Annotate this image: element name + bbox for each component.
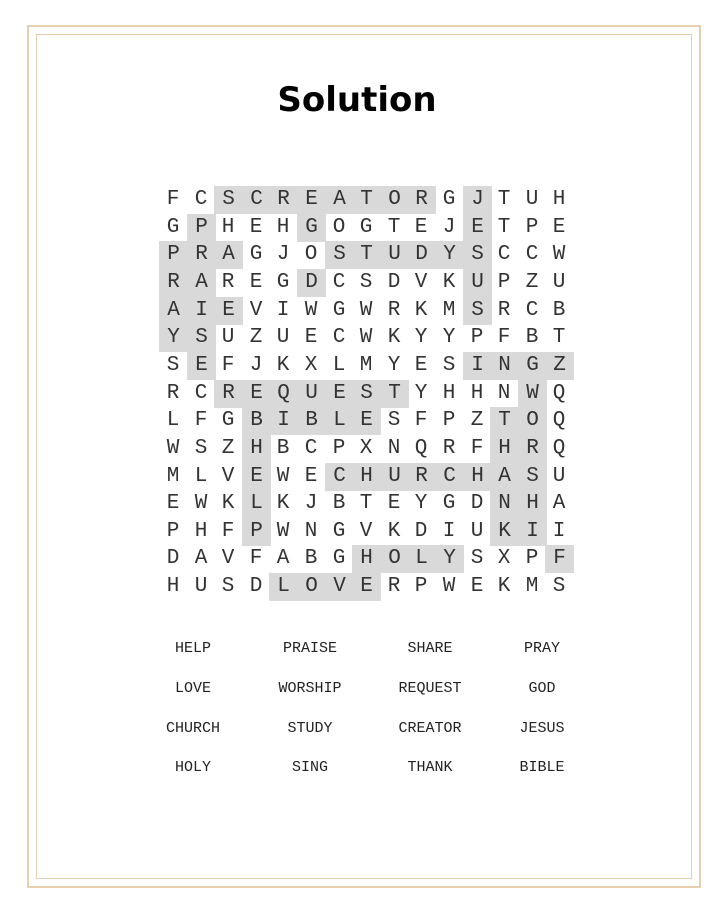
grid-cell: C xyxy=(194,188,208,211)
grid-cell: I xyxy=(463,352,492,380)
grid-cell: P xyxy=(187,214,216,242)
page-title: Solution xyxy=(277,80,437,120)
grid-cell: A xyxy=(214,241,243,269)
grid-cell: Y xyxy=(414,382,428,405)
grid-cell: M xyxy=(442,299,456,322)
grid-cell: S xyxy=(442,354,456,377)
grid-cell: Z xyxy=(525,271,539,294)
grid-cell: X xyxy=(497,547,511,570)
grid-cell: L xyxy=(166,409,180,432)
grid-cell: T xyxy=(497,216,511,239)
grid-cell: E xyxy=(242,463,271,491)
grid-cell: I xyxy=(442,520,456,543)
grid-cell: P xyxy=(442,409,456,432)
grid-cell: J xyxy=(463,186,492,214)
grid-cell: R xyxy=(221,271,235,294)
grid-cell: U xyxy=(470,520,484,543)
grid-cell: V xyxy=(249,299,263,322)
grid-cell: R xyxy=(187,241,216,269)
grid-cell: P xyxy=(166,520,180,543)
grid-cell: K xyxy=(387,326,401,349)
word-list-item: BIBLE xyxy=(519,759,565,776)
grid-cell: P xyxy=(159,241,188,269)
grid-cell: K xyxy=(490,518,519,546)
grid-cell: F xyxy=(545,545,574,573)
grid-cell: R xyxy=(407,186,436,214)
grid-cell: I xyxy=(552,520,566,543)
grid-cell: U xyxy=(297,380,326,408)
grid-cell: C xyxy=(332,326,346,349)
grid-cell: K xyxy=(414,299,428,322)
grid-cell: S xyxy=(387,409,401,432)
grid-cell: P xyxy=(525,216,539,239)
grid-cell: U xyxy=(380,463,409,491)
word-list-item: LOVE xyxy=(174,680,211,697)
grid-cell: S xyxy=(518,463,547,491)
word-list-item: HELP xyxy=(174,640,211,657)
word-list-item: PRAISE xyxy=(282,640,337,657)
grid-cell: T xyxy=(352,186,381,214)
grid-cell: I xyxy=(269,407,298,435)
grid-cell: A xyxy=(325,186,354,214)
grid-cell: C xyxy=(242,186,271,214)
word-list-item: HOLY xyxy=(174,759,211,776)
grid-cell: H xyxy=(352,545,381,573)
grid-cell: V xyxy=(221,547,235,570)
grid-cell: R xyxy=(387,299,401,322)
grid-cell: Y xyxy=(414,492,428,515)
grid-cell: K xyxy=(276,492,290,515)
grid-cell: G xyxy=(297,214,326,242)
grid-cell: C xyxy=(304,437,318,460)
grid-cell: R xyxy=(497,299,511,322)
grid-cell: E xyxy=(414,216,428,239)
grid-cell: O xyxy=(380,545,409,573)
grid-cell: A xyxy=(552,492,566,515)
grid-cell: V xyxy=(414,271,428,294)
word-list-item: GOD xyxy=(528,680,556,697)
grid-cell: R xyxy=(387,575,401,598)
grid-cell: W xyxy=(552,243,566,266)
grid-cell: V xyxy=(325,573,354,601)
grid-cell: B xyxy=(297,407,326,435)
grid-cell: N xyxy=(497,382,511,405)
grid-cell: C xyxy=(194,382,208,405)
grid-cell: G xyxy=(221,409,235,432)
grid-cell: R xyxy=(518,435,547,463)
grid-cell: S xyxy=(552,575,566,598)
grid-cell: F xyxy=(249,547,263,570)
grid-cell: W xyxy=(194,492,208,515)
grid-cell: A xyxy=(276,547,290,570)
grid-cell: H xyxy=(518,490,547,518)
grid-cell: L xyxy=(242,490,271,518)
word-list-item: WORSHIP xyxy=(278,680,342,697)
grid-cell: E xyxy=(187,352,216,380)
grid-cell: T xyxy=(387,216,401,239)
grid-cell: P xyxy=(470,326,484,349)
grid-cell: D xyxy=(407,241,436,269)
grid-cell: N xyxy=(490,352,519,380)
grid-cell: Q xyxy=(269,380,298,408)
grid-cell: T xyxy=(380,380,409,408)
grid-cell: H xyxy=(276,216,290,239)
grid-cell: L xyxy=(332,354,346,377)
grid-cell: S xyxy=(221,575,235,598)
grid-cell: B xyxy=(552,299,566,322)
grid-cell: K xyxy=(497,575,511,598)
grid-cell: S xyxy=(214,186,243,214)
grid-cell: B xyxy=(332,492,346,515)
grid-cell: G xyxy=(359,216,373,239)
grid-cell: Z xyxy=(545,352,574,380)
grid-cell: H xyxy=(463,463,492,491)
grid-cell: E xyxy=(352,407,381,435)
grid-cell: O xyxy=(518,407,547,435)
word-list-item: REQUEST xyxy=(398,680,462,697)
word-search-grid xyxy=(159,186,573,601)
grid-cell: K xyxy=(221,492,235,515)
grid-cell: U xyxy=(194,575,208,598)
grid-cell: S xyxy=(187,324,216,352)
grid-cell: C xyxy=(525,243,539,266)
grid-cell: H xyxy=(194,520,208,543)
grid-cell: C xyxy=(497,243,511,266)
grid-cell: W xyxy=(276,520,290,543)
word-list-item: PRAY xyxy=(523,640,560,657)
grid-cell: T xyxy=(352,241,381,269)
grid-cell: Q xyxy=(552,382,566,405)
grid-cell: E xyxy=(249,271,263,294)
grid-cell: V xyxy=(221,465,235,488)
grid-cell: W xyxy=(304,299,318,322)
grid-cell: Y xyxy=(442,326,456,349)
grid-cell: B xyxy=(525,326,539,349)
grid-cell: H xyxy=(166,575,180,598)
grid-cell: I xyxy=(276,299,290,322)
grid-cell: C xyxy=(525,299,539,322)
grid-cell: I xyxy=(187,297,216,325)
grid-cell: G xyxy=(276,271,290,294)
word-list-item: SHARE xyxy=(407,640,453,657)
word-list-item: JESUS xyxy=(519,720,565,737)
grid-cell: J xyxy=(304,492,318,515)
grid-cell: A xyxy=(159,297,188,325)
grid-cell: G xyxy=(442,492,456,515)
grid-cell: C xyxy=(332,271,346,294)
grid-cell: F xyxy=(497,326,511,349)
grid-cell: Z xyxy=(470,409,484,432)
grid-cell: D xyxy=(387,271,401,294)
grid-cell: D xyxy=(470,492,484,515)
grid-cell: M xyxy=(359,354,373,377)
grid-cell: U xyxy=(221,326,235,349)
grid-cell: D xyxy=(414,520,428,543)
grid-cell: K xyxy=(387,520,401,543)
grid-cell: O xyxy=(380,186,409,214)
grid-cell: J xyxy=(276,243,290,266)
grid-cell: Q xyxy=(414,437,428,460)
grid-cell: D xyxy=(166,547,180,570)
grid-cell: V xyxy=(359,520,373,543)
grid-cell: T xyxy=(359,492,373,515)
grid-cell: E xyxy=(214,297,243,325)
grid-cell: E xyxy=(352,573,381,601)
grid-cell: W xyxy=(442,575,456,598)
grid-cell: S xyxy=(166,354,180,377)
grid-cell: K xyxy=(276,354,290,377)
grid-cell: D xyxy=(297,269,326,297)
grid-cell: U xyxy=(552,465,566,488)
grid-cell: F xyxy=(221,520,235,543)
grid-cell: G xyxy=(332,520,346,543)
grid-cell: H xyxy=(221,216,235,239)
grid-cell: R xyxy=(166,382,180,405)
grid-cell: R xyxy=(159,269,188,297)
grid-cell: H xyxy=(352,463,381,491)
grid-cell: E xyxy=(166,492,180,515)
grid-cell: B xyxy=(276,437,290,460)
grid-cell: E xyxy=(552,216,566,239)
grid-cell: E xyxy=(414,354,428,377)
grid-cell: C xyxy=(325,463,354,491)
grid-cell: W xyxy=(276,465,290,488)
grid-cell: C xyxy=(435,463,464,491)
grid-cell: H xyxy=(552,188,566,211)
grid-cell: S xyxy=(359,271,373,294)
grid-cell: Q xyxy=(552,409,566,432)
grid-cell: G xyxy=(332,299,346,322)
grid-cell: D xyxy=(249,575,263,598)
grid-cell: E xyxy=(249,216,263,239)
word-list-item: SING xyxy=(291,759,328,776)
grid-cell: A xyxy=(187,269,216,297)
grid-cell: H xyxy=(490,435,519,463)
grid-cell: L xyxy=(194,465,208,488)
grid-cell: T xyxy=(552,326,566,349)
grid-cell: E xyxy=(325,380,354,408)
grid-cell: U xyxy=(525,188,539,211)
grid-cell: J xyxy=(442,216,456,239)
grid-cell: X xyxy=(359,437,373,460)
grid-cell: Y xyxy=(435,241,464,269)
grid-cell: U xyxy=(463,269,492,297)
grid-cell: S xyxy=(463,297,492,325)
grid-cell: P xyxy=(414,575,428,598)
grid-cell: P xyxy=(525,547,539,570)
grid-cell: R xyxy=(214,380,243,408)
grid-cell: H xyxy=(470,382,484,405)
grid-cell: Y xyxy=(414,326,428,349)
grid-cell: Y xyxy=(159,324,188,352)
grid-cell: G xyxy=(249,243,263,266)
grid-cell: H xyxy=(442,382,456,405)
grid-cell: N xyxy=(387,437,401,460)
word-list-item: THANK xyxy=(407,759,453,776)
grid-cell: Z xyxy=(249,326,263,349)
grid-cell: S xyxy=(352,380,381,408)
grid-cell: L xyxy=(325,407,354,435)
grid-cell: W xyxy=(518,380,547,408)
grid-cell: H xyxy=(242,435,271,463)
grid-cell: Y xyxy=(435,545,464,573)
grid-cell: P xyxy=(242,518,271,546)
grid-cell: I xyxy=(518,518,547,546)
grid-cell: G xyxy=(332,547,346,570)
grid-cell: J xyxy=(249,354,263,377)
grid-cell: S xyxy=(470,547,484,570)
grid-cell: R xyxy=(442,437,456,460)
word-list-item: CHURCH xyxy=(165,720,220,737)
grid-cell: B xyxy=(242,407,271,435)
grid-cell: O xyxy=(304,243,318,266)
grid-cell: N xyxy=(304,520,318,543)
grid-cell: A xyxy=(194,547,208,570)
grid-cell: X xyxy=(304,354,318,377)
grid-cell: L xyxy=(407,545,436,573)
grid-cell: F xyxy=(414,409,428,432)
grid-cell: G xyxy=(166,216,180,239)
grid-cell: T xyxy=(497,188,511,211)
grid-cell: E xyxy=(304,465,318,488)
grid-cell: L xyxy=(269,573,298,601)
grid-cell: R xyxy=(407,463,436,491)
grid-cell: G xyxy=(442,188,456,211)
grid-cell: O xyxy=(297,573,326,601)
grid-cell: U xyxy=(380,241,409,269)
grid-cell: E xyxy=(470,575,484,598)
grid-cell: M xyxy=(525,575,539,598)
grid-cell: E xyxy=(387,492,401,515)
grid-cell: G xyxy=(518,352,547,380)
word-list-item: CREATOR xyxy=(398,720,462,737)
grid-cell: F xyxy=(221,354,235,377)
grid-cell: S xyxy=(325,241,354,269)
grid-cell: K xyxy=(442,271,456,294)
grid-cell: P xyxy=(332,437,346,460)
grid-cell: S xyxy=(463,241,492,269)
grid-cell: W xyxy=(359,299,373,322)
grid-cell: M xyxy=(166,465,180,488)
grid-cell: U xyxy=(276,326,290,349)
grid-cell: O xyxy=(332,216,346,239)
grid-cell: Y xyxy=(387,354,401,377)
grid-cell: E xyxy=(242,380,271,408)
grid-cell: U xyxy=(552,271,566,294)
grid-cell: N xyxy=(490,490,519,518)
grid-cell: E xyxy=(463,214,492,242)
grid-cell: Q xyxy=(552,437,566,460)
grid-cell: E xyxy=(304,326,318,349)
grid-cell: T xyxy=(490,407,519,435)
grid-cell: A xyxy=(490,463,519,491)
word-list-item: STUDY xyxy=(287,720,333,737)
grid-cell: Z xyxy=(221,437,235,460)
grid-cell: F xyxy=(166,188,180,211)
grid-cell: F xyxy=(470,437,484,460)
grid-cell: W xyxy=(166,437,180,460)
grid-cell: E xyxy=(297,186,326,214)
grid-cell: R xyxy=(269,186,298,214)
grid-cell: S xyxy=(194,437,208,460)
grid-cell: W xyxy=(359,326,373,349)
grid-cell: F xyxy=(194,409,208,432)
grid-cell: P xyxy=(497,271,511,294)
grid-cell: B xyxy=(304,547,318,570)
